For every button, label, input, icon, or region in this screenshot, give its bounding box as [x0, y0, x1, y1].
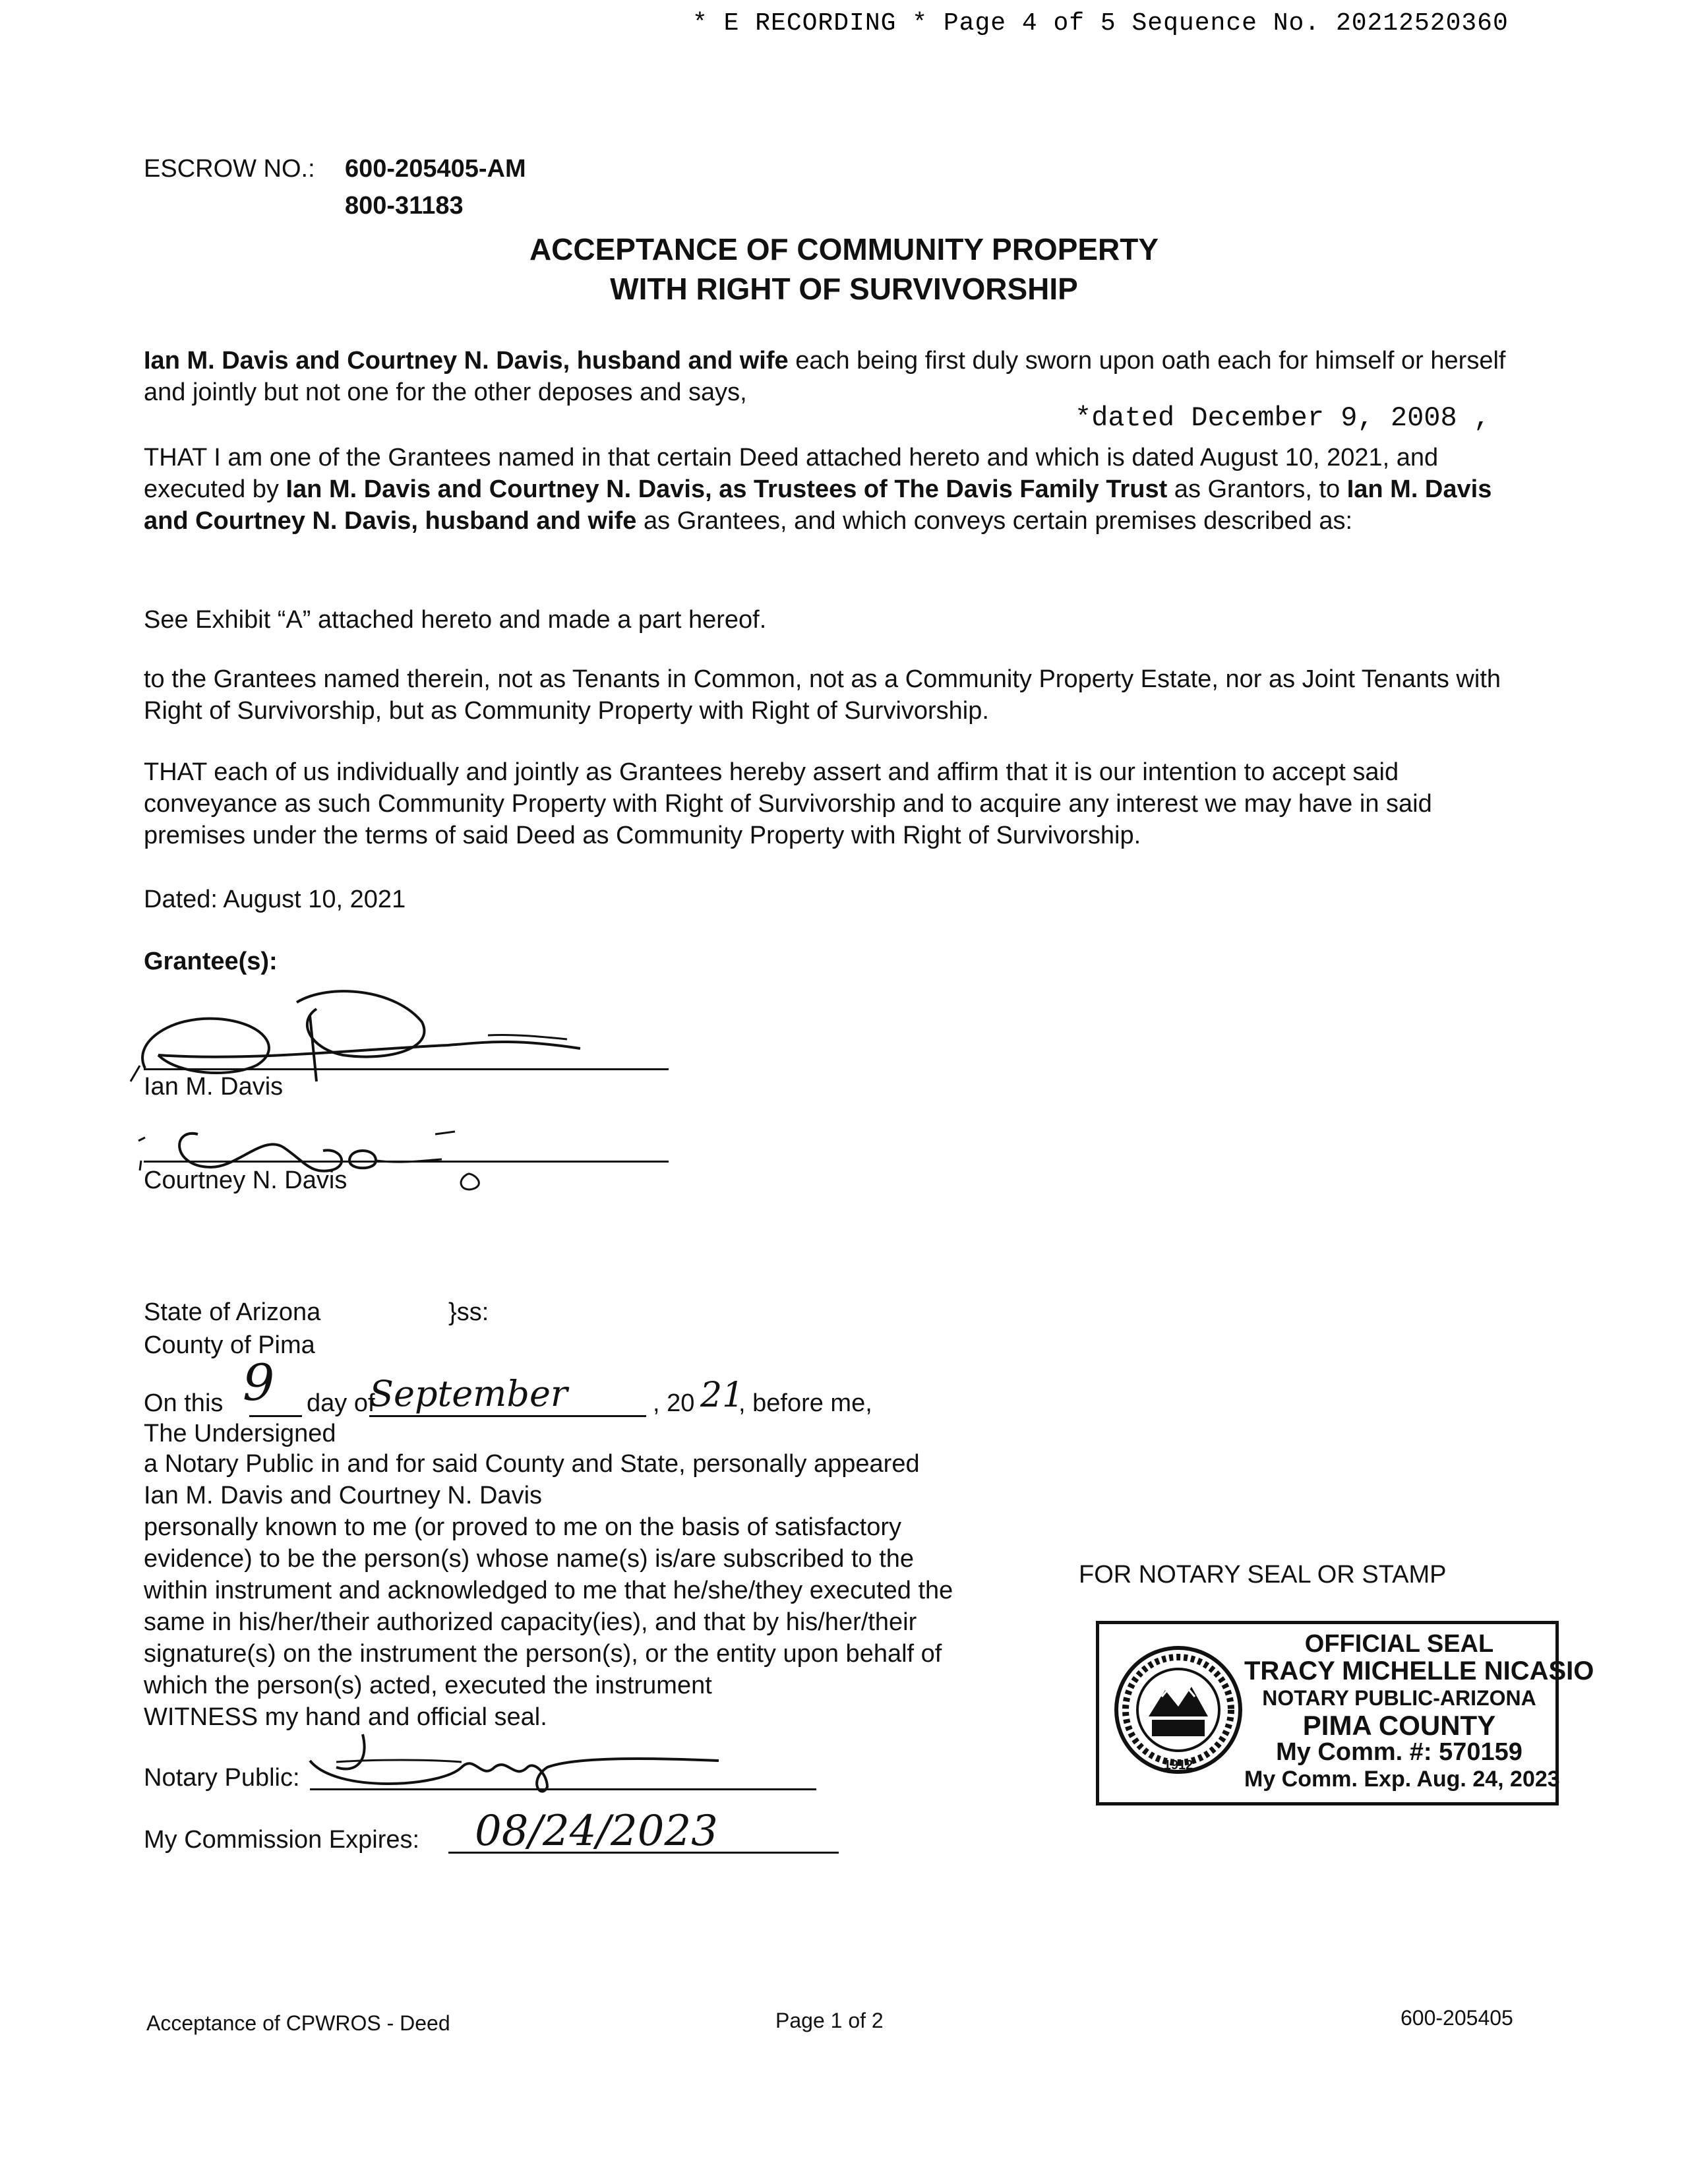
notary-body-line: same in his/her/their authorized capacity(ies), and that by his/her/their	[144, 1608, 917, 1636]
intro-text: each being first duly sworn upon oath each for himself or herself and jointly but not one for the other deposes and says,	[144, 347, 1506, 406]
notary-public-label: Notary Public:	[144, 1764, 300, 1792]
dated-line: Dated: August 10, 2021	[144, 886, 406, 913]
notary-body-line: Ian M. Davis and Courtney N. Davis	[144, 1482, 543, 1509]
day-blank	[249, 1415, 302, 1417]
seal-commission-expiry: My Comm. Exp. Aug. 24, 2023	[1244, 1767, 1560, 1792]
commission-date-handwritten: 08/24/2023	[475, 1807, 718, 1856]
notary-state: State of Arizona	[144, 1298, 321, 1326]
deed-paragraph	[144, 442, 1509, 537]
seal-year: 1912	[1163, 1758, 1193, 1773]
seal-text-block	[1244, 1630, 1594, 1793]
grantees-label: Grantee(s):	[144, 948, 278, 975]
footer-escrow-ref: 600-205405	[1401, 2006, 1513, 2030]
seal-caption: FOR NOTARY SEAL OR STAMP	[1079, 1561, 1447, 1589]
signer-name-2: Courtney N. Davis	[144, 1167, 347, 1194]
seal-line: OFFICIAL SEAL	[1304, 1630, 1494, 1658]
arizona-state-seal-icon	[1112, 1644, 1244, 1776]
affirmation-paragraph: THAT each of us individually and jointly as Grantees hereby assert and affirm that it is our intention to accept said conveyance as such Community Property with Right of Survivorship and to acquire any interest we may have in said premises under the terms of said Deed as Community Property with Right of Survivorship.	[144, 758, 1432, 849]
deed-grantees: Ian M. Davis and Courtney N. Davis, husband and wife	[144, 475, 1492, 535]
footer-page-number: Page 1 of 2	[775, 2009, 884, 2032]
notary-signature	[297, 1721, 732, 1807]
notary-body-line: WITNESS my hand and official seal.	[144, 1703, 547, 1731]
day-handwritten: 9	[243, 1353, 275, 1412]
notary-seal-stamp	[1096, 1621, 1594, 1805]
escrow-label: ESCROW NO.:	[144, 155, 315, 183]
deed-text-2: as Grantors, to	[1167, 475, 1347, 503]
tenancy-paragraph: to the Grantees named therein, not as Tenants in Common, not as a Community Property Estate, nor as Joint Tenants with Right of Survivorship, but as Community Property with Right of Survivorship.	[144, 665, 1501, 725]
typed-date-insert: *dated December 9, 2008 ,	[1075, 402, 1491, 434]
footer-document-name: Acceptance of CPWROS - Deed	[146, 2011, 450, 2035]
month-handwritten: September	[369, 1373, 568, 1414]
notary-body-line: signature(s) on the instrument the person(s), or the entity upon behalf of	[144, 1640, 942, 1668]
day-of-label: day of	[307, 1389, 375, 1417]
seal-line: NOTARY PUBLIC-ARIZONA	[1262, 1686, 1536, 1710]
year-handwritten: 21	[700, 1376, 744, 1415]
commission-label: My Commission Expires:	[144, 1826, 420, 1854]
recording-header: * E RECORDING * Page 4 of 5 Sequence No. 20212520360	[692, 9, 1509, 38]
signature-line-1	[144, 1068, 669, 1070]
document-title-line2: WITH RIGHT OF SURVIVORSHIP	[610, 272, 1078, 306]
seal-county: PIMA COUNTY	[1302, 1710, 1496, 1741]
exhibit-paragraph: See Exhibit “A” attached hereto and made a part hereof.	[144, 606, 767, 634]
notary-body-line: personally known to me (or proved to me on the basis of satisfactory	[144, 1513, 901, 1541]
notary-county: County of Pima	[144, 1331, 315, 1359]
undersigned-label: The Undersigned	[144, 1420, 336, 1447]
seal-commission-number: My Comm. #: 570159	[1276, 1738, 1522, 1766]
deed-text-3: as Grantees, and which conveys certain premises described as:	[636, 507, 1353, 535]
intro-parties: Ian M. Davis and Courtney N. Davis, husband and wife	[144, 347, 789, 375]
on-this-label: On this	[144, 1389, 224, 1417]
escrow-number-secondary: 800-31183	[345, 192, 464, 220]
notary-body-line: within instrument and acknowledged to me that he/she/they executed the	[144, 1577, 953, 1604]
month-blank	[369, 1415, 646, 1417]
intro-paragraph	[144, 345, 1509, 408]
document-title-line1: ACCEPTANCE OF COMMUNITY PROPERTY	[529, 232, 1159, 266]
notary-body-line: evidence) to be the person(s) whose name(s) is/are subscribed to the	[144, 1545, 915, 1573]
notary-body-line: which the person(s) acted, executed the instrument	[144, 1672, 712, 1699]
escrow-number-primary: 600-205405-AM	[345, 155, 526, 183]
notary-ss: }ss:	[448, 1298, 489, 1326]
notary-body-line: a Notary Public in and for said County and State, personally appeared	[144, 1450, 920, 1478]
before-me-label: , before me,	[738, 1389, 872, 1417]
seal-notary-name: TRACY MICHELLE NICASIO	[1244, 1656, 1594, 1685]
year-prefix: , 20	[653, 1389, 695, 1417]
deed-text-1: THAT I am one of the Grantees named in that certain Deed attached hereto and which is dated August 10, 2021, and executed by	[144, 444, 1439, 503]
deed-grantors: Ian M. Davis and Courtney N. Davis, as Trustees of The Davis Family Trust	[286, 475, 1168, 503]
signature-line-2	[144, 1161, 669, 1163]
signer-name-1: Ian M. Davis	[144, 1073, 284, 1101]
